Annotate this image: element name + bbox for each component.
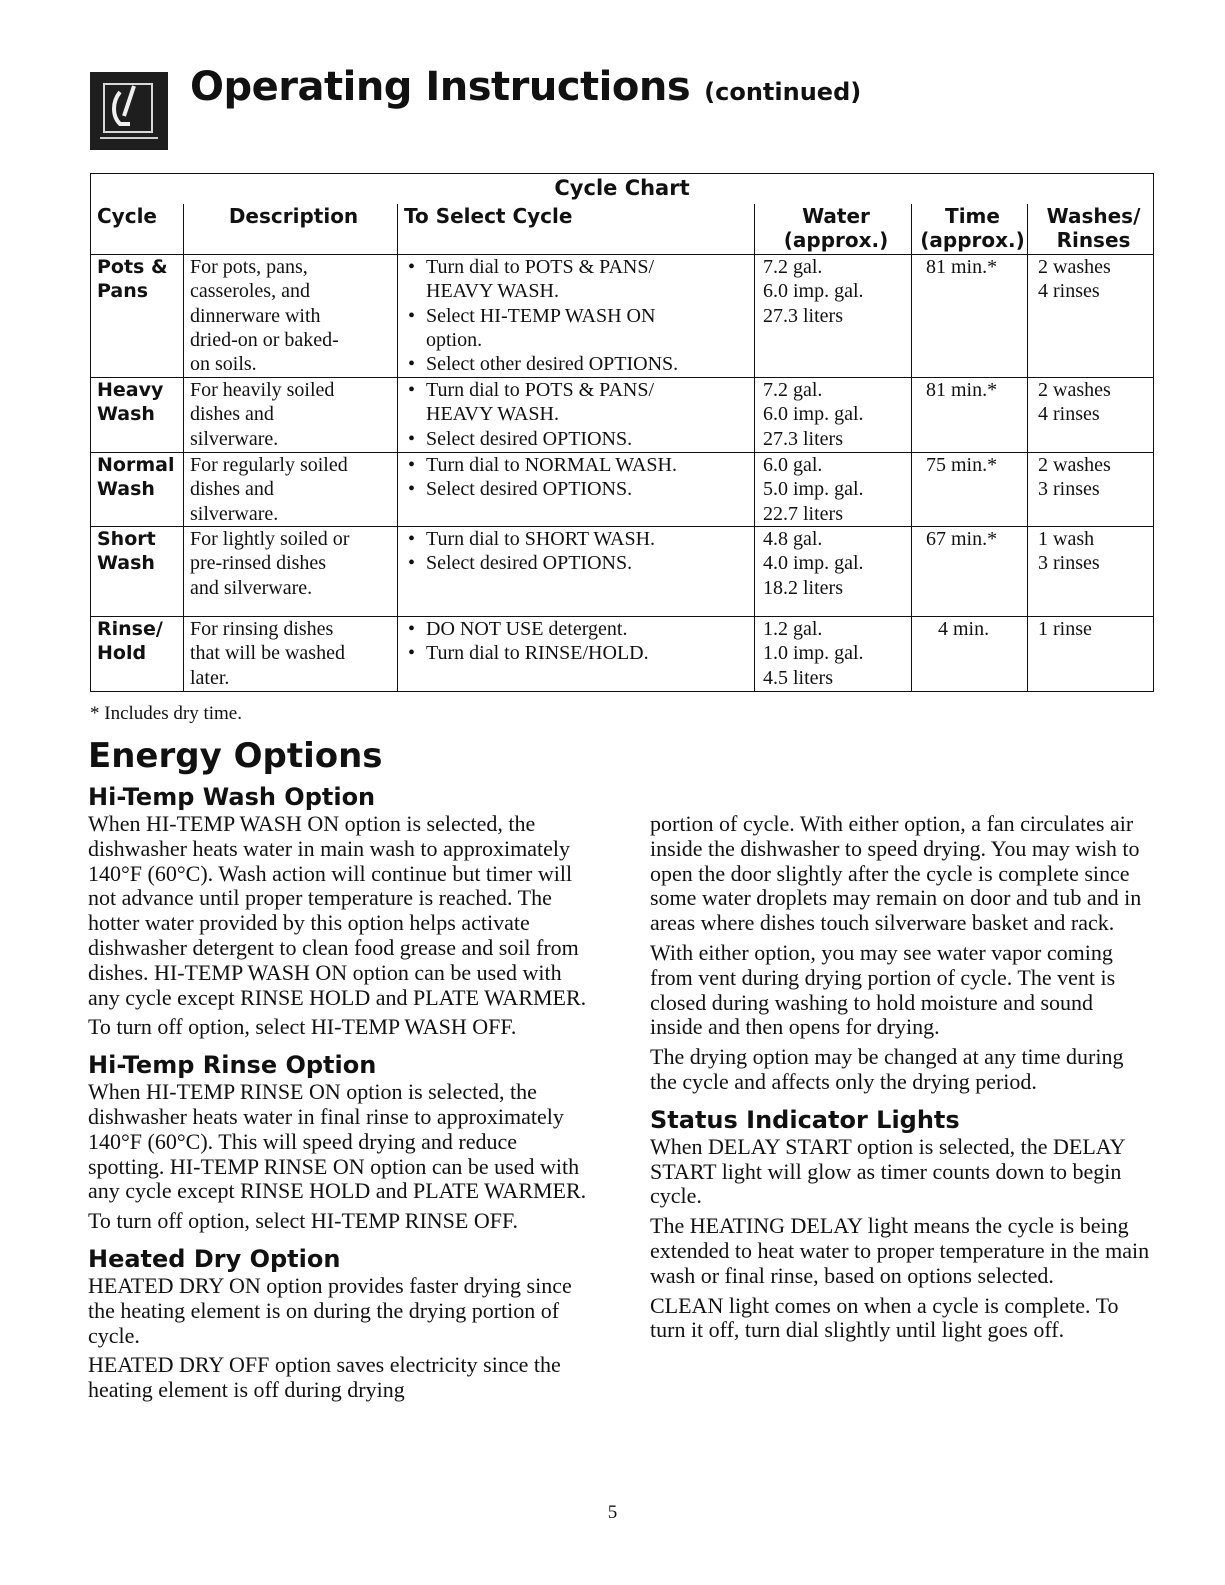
select-line xyxy=(408,477,754,501)
select-line xyxy=(408,402,754,426)
cell-cycle xyxy=(91,378,184,453)
cell-time xyxy=(912,617,1028,692)
cell-washes xyxy=(1028,255,1154,378)
select-text: Select HI-TEMP WASH ON xyxy=(426,304,656,327)
select-line xyxy=(408,328,754,352)
cycle-line: Pans xyxy=(97,280,149,303)
select-text: option. xyxy=(426,328,483,351)
description-line: on soils. xyxy=(190,353,257,376)
cycle-line: Wash xyxy=(97,403,155,426)
select-line xyxy=(408,527,754,551)
description-line: casseroles, and xyxy=(190,280,310,303)
cell-washes xyxy=(1028,453,1154,527)
cell-cycle xyxy=(91,617,184,692)
cell-description xyxy=(184,453,398,527)
paragraph: When HI-TEMP WASH ON option is selected, the dishwasher heats water in main wash to approximately 140°F (60°C). Wash action will continue but timer will not advance until proper temperature is reached. The hotter water provided by this option helps activate dishwasher detergent to clean food grease and soil from dishes. HI-TEMP WASH ON option can be used with any cycle except RINSE HOLD and PLATE WARMER. xyxy=(88,811,587,1010)
cell-washes xyxy=(1028,617,1154,692)
description-line: For pots, pans, xyxy=(190,256,308,278)
column-header-line: Time xyxy=(945,204,1000,228)
select-text: Select desired OPTIONS. xyxy=(426,427,633,450)
cell-select xyxy=(398,255,755,378)
description-line: dried-on or baked- xyxy=(190,328,339,351)
select-text: HEAVY WASH. xyxy=(426,403,559,426)
time-value: 81 min.* xyxy=(926,256,998,278)
cell-cycle xyxy=(91,255,184,378)
column-header-line: Cycle xyxy=(97,204,157,228)
cell-select xyxy=(398,527,755,617)
column-header xyxy=(912,204,1028,255)
description-line: silverware. xyxy=(190,502,279,525)
washes-line: 3 rinses xyxy=(1038,552,1100,575)
bullet: • xyxy=(408,454,416,476)
cell-time xyxy=(912,527,1028,617)
paragraph: portion of cycle. With either option, a fan circulates air inside the dishwasher to speed drying. You may wish to open the door slightly after the cycle is complete since some water droplets may remain on door and tub and in areas where dishes touch silverware basket and rack. xyxy=(650,811,1142,936)
description-line: dinnerware with xyxy=(190,304,321,327)
time-value: 81 min.* xyxy=(926,379,998,401)
time-value: 67 min.* xyxy=(926,528,998,550)
description-line: pre-rinsed dishes xyxy=(190,552,327,575)
subsection-heading: Heated Dry Option xyxy=(88,1244,341,1273)
cell-description xyxy=(184,378,398,453)
cell-water xyxy=(755,453,912,527)
washes-line: 1 wash xyxy=(1038,528,1095,550)
subsection-heading: Hi-Temp Wash Option xyxy=(88,783,376,811)
paragraph: To turn off option, select HI-TEMP RINSE OFF. xyxy=(88,1208,518,1234)
water-line: 4.5 liters xyxy=(763,666,833,689)
cell-water xyxy=(755,617,912,692)
description-line: and silverware. xyxy=(190,576,313,599)
description-line: dishes and xyxy=(190,403,274,426)
select-line xyxy=(408,304,754,328)
cycle-line: Heavy xyxy=(97,379,164,401)
bullet: • xyxy=(408,256,416,278)
bullet: • xyxy=(408,353,416,376)
washes-line: 2 washes xyxy=(1038,256,1111,278)
washes-line: 4 rinses xyxy=(1038,403,1100,426)
column-header xyxy=(91,204,184,255)
select-text: DO NOT USE detergent. xyxy=(426,618,628,640)
select-text: Select desired OPTIONS. xyxy=(426,552,633,575)
water-line: 6.0 gal. xyxy=(763,454,823,476)
description-line: For rinsing dishes xyxy=(190,618,334,640)
cell-select xyxy=(398,378,755,453)
column-header xyxy=(1028,204,1154,255)
description-line: For heavily soiled xyxy=(190,379,335,401)
column-header-line: (approx.) xyxy=(920,228,1025,252)
water-line: 1.0 imp. gal. xyxy=(763,642,864,665)
bullet: • xyxy=(408,552,416,575)
right-column xyxy=(650,812,1150,1348)
column-header-line: (approx.) xyxy=(783,228,889,252)
page-number: 5 xyxy=(607,1502,618,1523)
cell-description xyxy=(184,617,398,692)
bullet: • xyxy=(408,427,416,450)
table-row xyxy=(91,617,1154,692)
subsection-heading: Status Indicator Lights xyxy=(650,1105,960,1134)
cycle-line: Short xyxy=(97,528,156,550)
description-line: later. xyxy=(190,666,230,689)
select-line xyxy=(408,453,754,477)
bullet: • xyxy=(408,478,416,501)
paragraph: The drying option may be changed at any time during the cycle and affects only the drying period. xyxy=(650,1044,1124,1094)
bullet: • xyxy=(408,528,416,550)
washes-line: 1 rinse xyxy=(1038,618,1092,640)
paragraph: CLEAN light comes on when a cycle is complete. To turn it off, turn dial slightly until light goes off. xyxy=(650,1292,1119,1343)
washes-line: 2 washes xyxy=(1038,454,1111,476)
table-footnote: * Includes dry time. xyxy=(90,703,242,724)
select-line xyxy=(408,378,754,402)
title-text: Operating Instructions xyxy=(190,64,691,110)
table-row xyxy=(91,255,1154,378)
column-header xyxy=(398,204,755,255)
time-value: 75 min.* xyxy=(926,454,998,476)
select-text: Turn dial to RINSE/HOLD. xyxy=(426,642,649,665)
paragraph: To turn off option, select HI-TEMP WASH OFF. xyxy=(88,1014,517,1040)
section-title: Energy Options xyxy=(88,736,383,776)
water-line: 7.2 gal. xyxy=(763,379,823,401)
water-line: 6.0 imp. gal. xyxy=(763,280,864,303)
dishwasher-dial-icon xyxy=(90,72,168,150)
description-line: For lightly soiled or xyxy=(190,528,350,550)
cell-select xyxy=(398,617,755,692)
column-header-line: Description xyxy=(228,204,359,228)
washes-line: 2 washes xyxy=(1038,379,1111,401)
paragraph: HEATED DRY ON option provides faster drying since the heating element is on during the drying portion of cycle. xyxy=(88,1272,572,1348)
table-row xyxy=(91,453,1154,527)
column-header-line: Washes/ xyxy=(1046,204,1141,228)
table-body xyxy=(91,255,1154,692)
cycle-line: Wash xyxy=(97,552,155,575)
column-header xyxy=(755,204,912,255)
water-line: 27.3 liters xyxy=(763,304,843,327)
description-line: For regularly soiled xyxy=(190,454,348,476)
paragraph: When DELAY START option is selected, the DELAY START light will glow as timer counts down to begin cycle. xyxy=(650,1133,1125,1209)
column-header-line: To Select Cycle xyxy=(404,204,573,228)
time-value: 4 min. xyxy=(938,618,990,640)
cell-time xyxy=(912,378,1028,453)
cycle-line: Hold xyxy=(97,642,147,665)
bullet: • xyxy=(408,379,416,401)
column-header xyxy=(184,204,398,255)
cell-water xyxy=(755,527,912,617)
cell-washes xyxy=(1028,527,1154,617)
cycle-chart-table xyxy=(90,173,1154,692)
select-line xyxy=(408,551,754,575)
cell-select xyxy=(398,453,755,527)
table-row xyxy=(91,378,1154,453)
paragraph: HEATED DRY OFF option saves electricity since the heating element is off during drying xyxy=(88,1352,561,1403)
table-row xyxy=(91,527,1154,617)
cell-time xyxy=(912,453,1028,527)
select-text: Turn dial to NORMAL WASH. xyxy=(426,454,677,476)
water-line: 1.2 gal. xyxy=(763,618,823,640)
cycle-line: Normal xyxy=(97,454,175,476)
select-text: Turn dial to POTS & PANS/ xyxy=(426,379,655,401)
select-text: Select other desired OPTIONS. xyxy=(426,353,679,376)
water-line: 4.8 gal. xyxy=(763,528,823,550)
select-text: Turn dial to SHORT WASH. xyxy=(426,528,656,550)
water-line: 22.7 liters xyxy=(763,502,843,525)
cycle-line: Rinse/ xyxy=(97,618,163,640)
bullet: • xyxy=(408,618,416,640)
select-text: Turn dial to POTS & PANS/ xyxy=(426,256,655,278)
page-title xyxy=(190,64,861,110)
select-text: Select desired OPTIONS. xyxy=(426,478,633,501)
bullet: • xyxy=(408,642,416,665)
cell-cycle xyxy=(91,527,184,617)
subsection-heading: Hi-Temp Rinse Option xyxy=(88,1051,377,1080)
select-line xyxy=(408,279,754,303)
title-continued: (continued) xyxy=(704,78,862,106)
select-line xyxy=(408,617,754,641)
table-header-row xyxy=(91,204,1154,255)
water-line: 5.0 imp. gal. xyxy=(763,478,864,501)
cell-time xyxy=(912,255,1028,378)
cell-cycle xyxy=(91,453,184,527)
select-line xyxy=(408,641,754,665)
select-line xyxy=(408,427,754,451)
washes-line: 4 rinses xyxy=(1038,280,1100,303)
water-line: 4.0 imp. gal. xyxy=(763,552,864,575)
cycle-line: Wash xyxy=(97,478,155,501)
cell-description xyxy=(184,527,398,617)
paragraph: When HI-TEMP RINSE ON option is selected, the dishwasher heats water in final rinse to approximately 140°F (60°C). This will speed drying and reduce spotting. HI-TEMP RINSE ON option can be used with any cycle except RINSE HOLD and PLATE WARMER. xyxy=(88,1079,587,1204)
cell-water xyxy=(755,378,912,453)
cell-water xyxy=(755,255,912,378)
column-header-line: Water xyxy=(802,204,870,228)
cycle-line: Pots & xyxy=(97,256,168,278)
select-line xyxy=(408,352,754,376)
washes-line: 3 rinses xyxy=(1038,478,1100,501)
cell-washes xyxy=(1028,378,1154,453)
water-line: 6.0 imp. gal. xyxy=(763,403,864,426)
left-column xyxy=(88,782,588,1408)
cell-description xyxy=(184,255,398,378)
bullet: • xyxy=(408,304,416,327)
water-line: 27.3 liters xyxy=(763,427,843,450)
water-line: 7.2 gal. xyxy=(763,256,823,278)
description-line: silverware. xyxy=(190,427,279,450)
select-text: HEAVY WASH. xyxy=(426,280,559,303)
water-line: 18.2 liters xyxy=(763,576,843,599)
table-caption: Cycle Chart xyxy=(91,174,1154,205)
description-line: that will be washed xyxy=(190,642,345,665)
paragraph: With either option, you may see water vapor coming from vent during drying portion of cycle. The vent is closed during washing to hold moisture and sound inside and then opens for drying. xyxy=(650,939,1116,1040)
column-header-line: Rinses xyxy=(1056,228,1131,252)
select-line xyxy=(408,255,754,279)
description-line: dishes and xyxy=(190,478,274,501)
paragraph: The HEATING DELAY light means the cycle is being extended to heat water to proper temperature in the main wash or final rinse, based on options selected. xyxy=(650,1213,1150,1288)
